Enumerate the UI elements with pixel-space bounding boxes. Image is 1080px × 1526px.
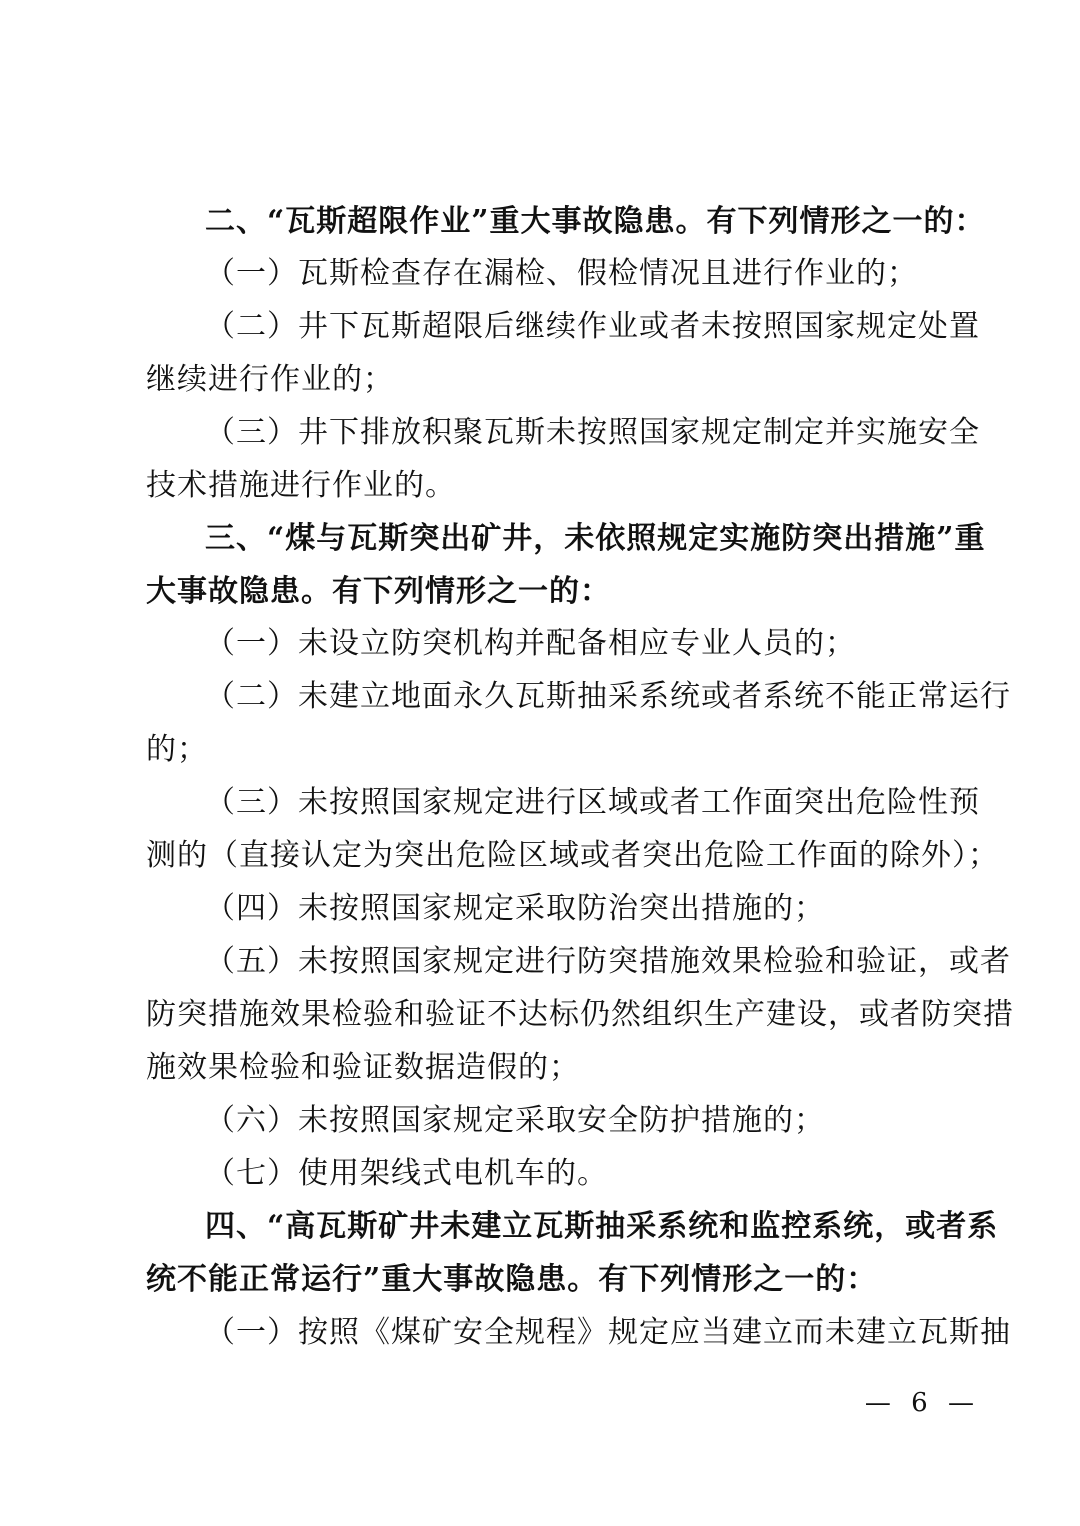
clause-text: （三）未按照国家规定进行区域或者工作面突出危险性预: [205, 785, 980, 820]
clause-text: （六）未按照国家规定采取安全防护措施的；: [205, 1103, 825, 1138]
clause-text: （三）井下排放积聚瓦斯未按照国家规定制定并实施安全: [205, 415, 980, 450]
clause-text: （五）未按照国家规定进行防突措施效果检验和验证，或者: [205, 944, 1011, 979]
clause-text: （一）未设立防突机构并配备相应专业人员的；: [205, 626, 856, 661]
section-heading-2: 二、“瓦斯超限作业”重大事故隐患。有下列情形之一的：: [205, 204, 986, 239]
clause-text-continued: 施效果检验和验证数据造假的；: [146, 1050, 580, 1085]
clause-text: （一）瓦斯检查存在漏检、假检情况且进行作业的；: [205, 256, 918, 291]
clause-text: （二）未建立地面永久瓦斯抽采系统或者系统不能正常运行: [205, 679, 1011, 714]
clause-text-continued: 的；: [146, 732, 208, 767]
page-number: — 6 —: [864, 1388, 980, 1418]
section-heading-3: 三、“煤与瓦斯突出矿井，未依照规定实施防突出措施”重: [205, 521, 986, 556]
clause-text: （二）井下瓦斯超限后继续作业或者未按照国家规定处置: [205, 309, 980, 344]
section-heading-3-continued: 大事故隐患。有下列情形之一的：: [146, 574, 611, 609]
clause-text-continued: 技术措施进行作业的。: [146, 468, 456, 503]
clause-text-continued: 继续进行作业的；: [146, 362, 394, 397]
clause-text: （七）使用架线式电机车的。: [205, 1156, 608, 1191]
section-heading-4: 四、“高瓦斯矿井未建立瓦斯抽采系统和监控系统，或者系: [205, 1209, 999, 1244]
clause-text: （一）按照《煤矿安全规程》规定应当建立而未建立瓦斯抽: [205, 1315, 1011, 1350]
clause-text: （四）未按照国家规定采取防治突出措施的；: [205, 891, 825, 926]
clause-text-continued: 测的（直接认定为突出危险区域或者突出危险工作面的除外）；: [146, 838, 999, 873]
section-heading-4-continued: 统不能正常运行”重大事故隐患。有下列情形之一的：: [146, 1262, 878, 1297]
clause-text-continued: 防突措施效果检验和验证不达标仍然组织生产建设，或者防突措: [146, 997, 1014, 1032]
